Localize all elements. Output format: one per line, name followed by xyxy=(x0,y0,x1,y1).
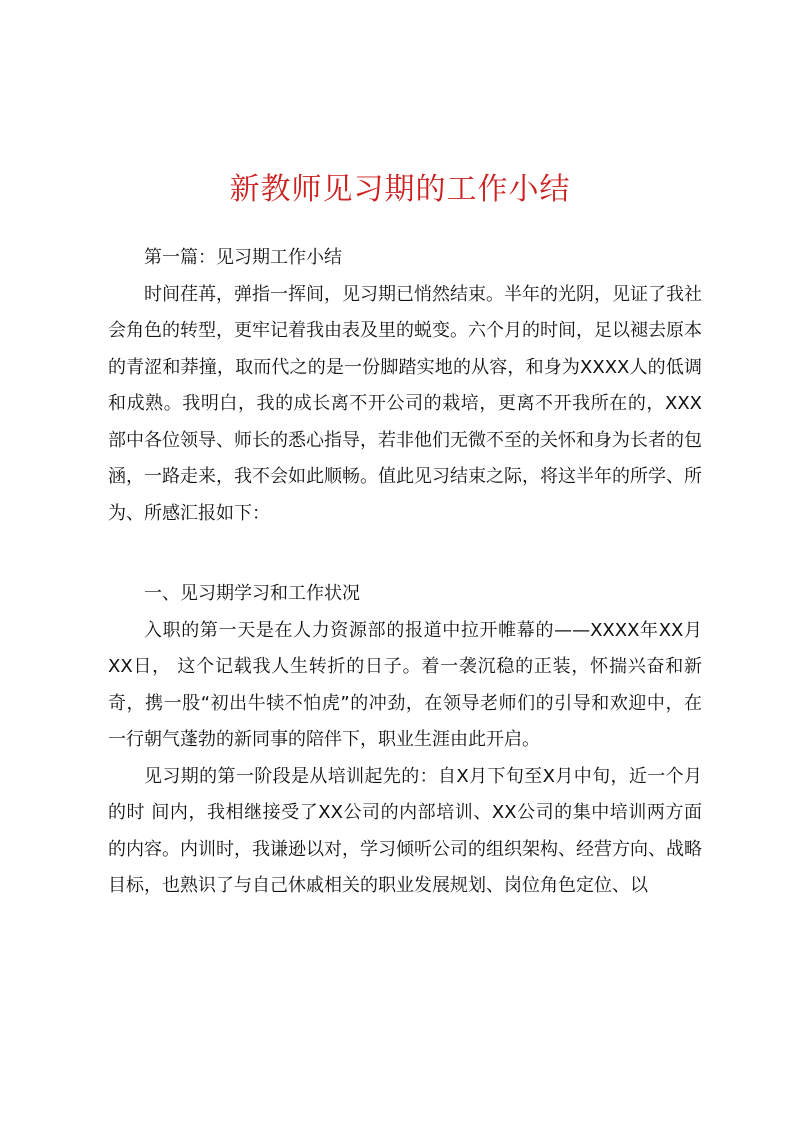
paragraph-spacer xyxy=(108,532,702,576)
section-heading-study-work: 一、见习期学习和工作状况 xyxy=(144,583,360,604)
document-body xyxy=(108,240,702,905)
paragraph-first-day: 入职的第一天是在人力资源部的报道中拉开帷幕的——XXXX年XX月XX日， 这个记载我人生转折的日子。着一袭沉稳的正装，怀揣兴奋和新奇，携一股“初出牛犊不怕虎”的冲劲，在领导老师们的引导和欢迎中，在一行朝气蓬勃的新同事的陪伴下，职业生涯由此开启。 xyxy=(108,619,702,750)
paragraph-intro: 时间荏苒，弹指一挥间，见习期已悄然结束。半年的光阴，见证了我社会角色的转型，更牢记着我由表及里的蜕变。六个月的时间，足以褪去原本的青涩和莽撞，取而代之的是一份脚踏实地的从容，和身为XXXX人的低调和成熟。我明白，我的成长离不开公司的栽培，更离不开我所在的，XXX部中各位领导、师长的悉心指导，若非他们无微不至的关怀和身为长者的包涵，一路走来，我不会如此顺畅。值此见习结束之际，将这半年的所学、所为、所感汇报如下： xyxy=(108,283,702,524)
document-title: 新教师见习期的工作小结 xyxy=(229,172,571,207)
paragraph-first-stage: 见习期的第一阶段是从培训起先的：自X月下旬至X月中旬，近一个月的时 间内，我相继接受了XX公司的内部培训、XX公司的集中培训两方面的内容。内训时，我谦逊以对，学习倾听公司的组织架构、经营方向、战略目标，也熟识了与自己休戚相关的职业发展规划、岗位角色定位、以 xyxy=(108,765,702,896)
section-heading-part-one: 第一篇：见习期工作小结 xyxy=(144,247,342,268)
